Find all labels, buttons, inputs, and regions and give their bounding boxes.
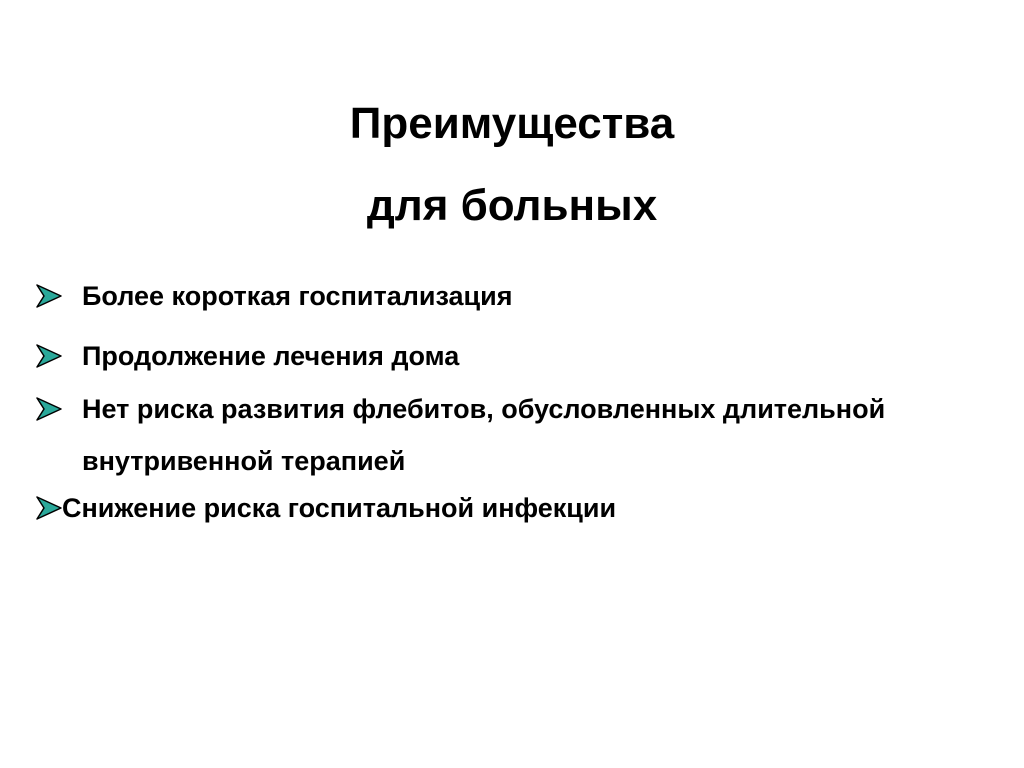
bullet-text: Снижение риска госпитальной инфекции [62,493,617,523]
slide-title-line-1: Преимущества [349,99,675,148]
arrowhead-bullet-icon [36,344,62,368]
slide-title-line-2: для больных [366,181,658,230]
bullet-text: Более короткая госпитализация [82,281,513,311]
bullet-text: Продолжение лечения дома [82,341,460,371]
bullet-text: Нет риска развития флебитов, обусловленных длительной [82,394,886,424]
arrowhead-bullet-icon [36,496,62,520]
arrowhead-bullet-icon [36,397,62,421]
arrowhead-bullet-icon [36,284,62,308]
bullet-text-continuation: внутривенной терапией [82,446,406,476]
